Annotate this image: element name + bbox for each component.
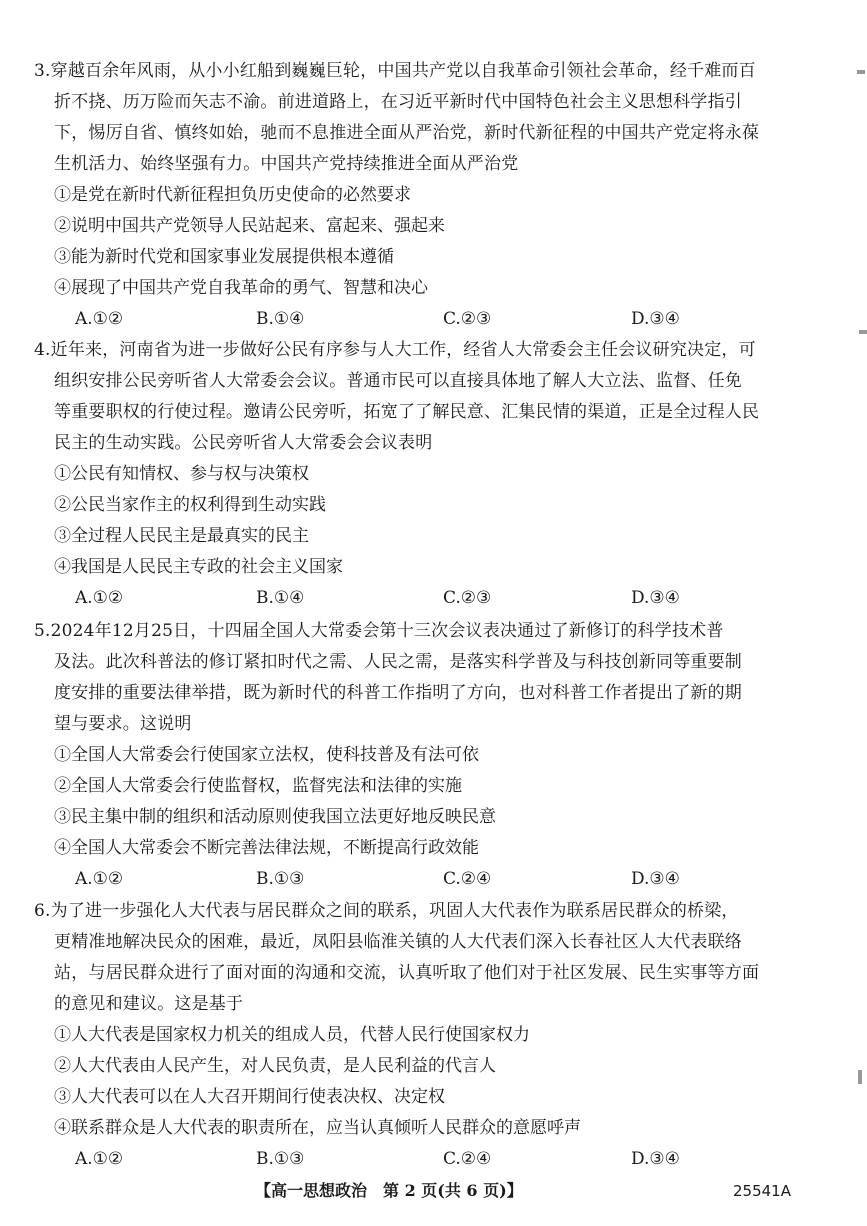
choice-b: B.①③: [256, 869, 305, 889]
question-stem-line: 望与要求。这说明: [54, 714, 192, 734]
question-stem-line: 民主的生动实践。公民旁听省人大常委会会议表明: [54, 433, 433, 453]
scan-edge-mark: [858, 1070, 862, 1084]
statement-option: ④联系群众是人大代表的职责所在，应当认真倾听人民群众的意愿呼声: [54, 1118, 581, 1138]
page-footer: [0, 1176, 867, 1206]
choice-b: B.①④: [256, 588, 305, 608]
question-stem-line: 及法。此次科普法的修订紧扣时代之需、人民之需，是落实科学普及与科技创新同等重要制: [54, 652, 742, 672]
question-stem-line: 折不挠、历万险而矢志不渝。前进道路上，在习近平新时代中国特色社会主义思想科学指引: [54, 92, 742, 112]
statement-option: ②公民当家作主的权利得到生动实践: [54, 495, 326, 515]
question-stem-line: 4.近年来，河南省为进一步做好公民有序参与人大工作，经省人大常委会主任会议研究决定，可: [34, 340, 756, 360]
statement-option: ③全过程人民民主是最真实的民主: [54, 526, 309, 546]
choice-d: D.③④: [631, 309, 680, 329]
choice-c: C.②④: [443, 1149, 492, 1169]
answer-choices: [34, 304, 834, 335]
question-stem-line: 度安排的重要法律举措，既为新时代的科普工作指明了方向，也对科普工作者提出了新的期: [54, 683, 742, 703]
question-3: [34, 56, 834, 335]
statement-option: ②人大代表由人民产生，对人民负责，是人民利益的代言人: [54, 1056, 496, 1076]
statement-option: ①公民有知情权、参与权与决策权: [54, 464, 309, 484]
statement-option: ④我国是人民民主专政的社会主义国家: [54, 557, 343, 577]
question-stem-line: 的意见和建议。这是基于: [54, 994, 244, 1014]
question-4: [34, 335, 834, 614]
statement-option: ①人大代表是国家权力机关的组成人员，代替人民行使国家权力: [54, 1025, 530, 1045]
statement-option: ④展现了中国共产党自我革命的勇气、智慧和决心: [54, 278, 428, 298]
question-stem-line: 下，惕厉自省、慎终如始，驰而不息推进全面从严治党，新时代新征程的中国共产党定将永葆: [54, 123, 760, 143]
answer-choices: [34, 583, 834, 614]
statement-option: ①全国人大常委会行使国家立法权，使科技普及有法可依: [54, 745, 479, 765]
scan-edge-mark: [857, 70, 865, 74]
statement-option: ③人大代表可以在人大召开期间行使表决权、决定权: [54, 1087, 445, 1107]
choice-d: D.③④: [631, 1149, 680, 1169]
statement-option: ③能为新时代党和国家事业发展提供根本遵循: [54, 247, 394, 267]
answer-choices: [34, 864, 834, 895]
footer-title: 【高一思想政治 第 2 页(共 6 页)】: [255, 1181, 523, 1200]
question-stem-line: 更精准地解决民众的困难，最近，凤阳县临淮关镇的人大代表们深入长春社区人大代表联络: [54, 932, 742, 952]
choice-a: A.①②: [75, 1149, 124, 1169]
question-stem-line: 组织安排公民旁听省人大常委会会议。普通市民可以直接具体地了解人大立法、监督、任免: [54, 371, 742, 391]
choice-d: D.③④: [631, 869, 680, 889]
question-stem-line: 站，与居民群众进行了面对面的沟通和交流，认真听取了他们对于社区发展、民生实事等方面: [54, 963, 760, 983]
scan-edge-mark: [859, 330, 867, 334]
choice-a: A.①②: [75, 588, 124, 608]
question-stem-line: 5.2024年12月25日，十四届全国人大常委会第十三次会议表决通过了新修订的科学技术普: [34, 621, 724, 641]
choice-b: B.①③: [256, 1149, 305, 1169]
choice-a: A.①②: [75, 869, 124, 889]
answer-choices: [34, 1144, 834, 1175]
choice-c: C.②③: [443, 309, 492, 329]
statement-option: ②说明中国共产党领导人民站起来、富起来、强起来: [54, 216, 445, 236]
question-stem-line: 6.为了进一步强化人大代表与居民群众之间的联系，巩固人大代表作为联系居民群众的桥梁，: [34, 901, 739, 921]
question-6: [34, 896, 834, 1175]
paper-code: 25541A: [733, 1182, 791, 1200]
choice-c: C.②④: [443, 869, 492, 889]
question-5: [34, 616, 834, 895]
statement-option: ②全国人大常委会行使监督权，监督宪法和法律的实施: [54, 776, 462, 796]
choice-d: D.③④: [631, 588, 680, 608]
statement-option: ④全国人大常委会不断完善法律法规，不断提高行政效能: [54, 838, 479, 858]
choice-b: B.①④: [256, 309, 305, 329]
statement-option: ①是党在新时代新征程担负历史使命的必然要求: [54, 185, 411, 205]
choice-c: C.②③: [443, 588, 492, 608]
question-stem-line: 等重要职权的行使过程。邀请公民旁听，拓宽了了解民意、汇集民情的渠道，正是全过程人民: [54, 402, 760, 422]
choice-a: A.①②: [75, 309, 124, 329]
question-stem-line: 3.穿越百余年风雨，从小小红船到巍巍巨轮，中国共产党以自我革命引领社会革命，经千难而百: [34, 61, 756, 81]
question-stem-line: 生机活力、始终坚强有力。中国共产党持续推进全面从严治党: [54, 154, 519, 174]
statement-option: ③民主集中制的组织和活动原则使我国立法更好地反映民意: [54, 807, 496, 827]
